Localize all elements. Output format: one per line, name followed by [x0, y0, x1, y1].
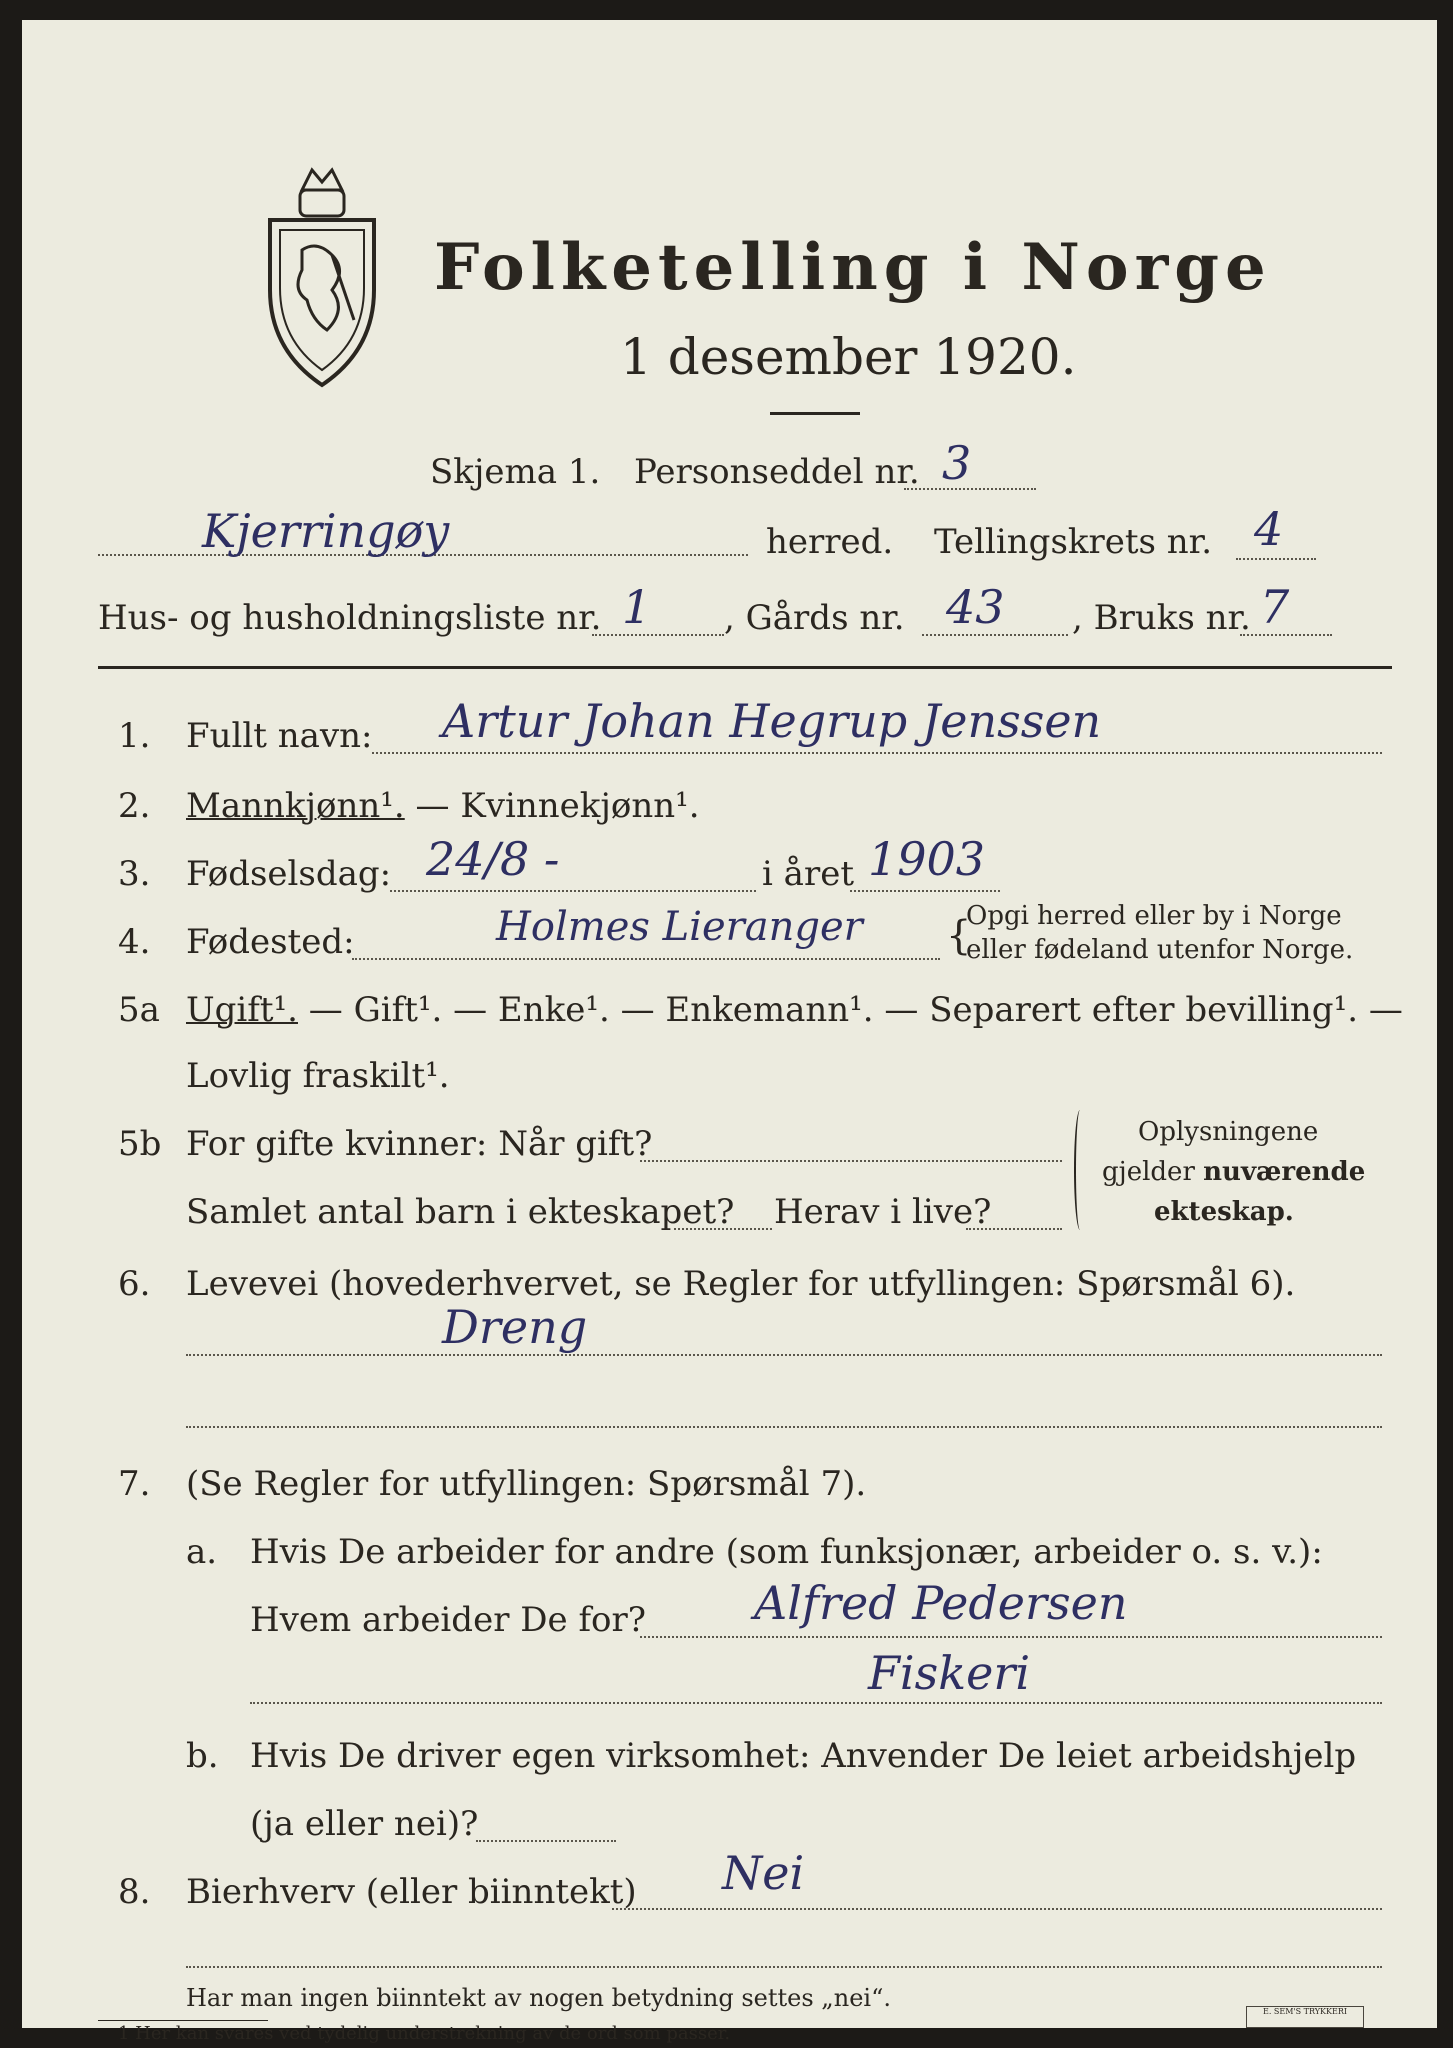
norwegian-lion-crest-icon: [262, 160, 382, 390]
full-name-value[interactable]: Artur Johan Hegrup Jenssen: [442, 694, 1102, 748]
herred-label: herred.: [766, 522, 894, 562]
q4-label: Fødested:: [186, 922, 355, 962]
q5a-line2[interactable]: Lovlig fraskilt¹.: [186, 1056, 450, 1096]
personseddel-value[interactable]: 3: [942, 436, 972, 490]
q8-number: 8.: [118, 1872, 151, 1912]
q3-number: 3.: [118, 854, 151, 894]
tellingskrets-label: Tellingskrets nr.: [934, 522, 1213, 562]
paren-icon: [1074, 1110, 1086, 1230]
header-rule: [98, 666, 1392, 669]
personseddel-label: Personseddel nr.: [634, 452, 920, 492]
gards-value[interactable]: 43: [946, 580, 1005, 634]
bruks-label: , Bruks nr.: [1072, 598, 1251, 638]
occupation-value[interactable]: Dreng: [442, 1300, 588, 1354]
brace-icon: {: [946, 913, 972, 959]
bruks-value[interactable]: 7: [1260, 580, 1290, 634]
census-form: [22, 20, 1437, 2044]
husliste-value[interactable]: 1: [622, 580, 652, 634]
q1-number: 1.: [118, 716, 151, 756]
q5a-options: Ugift¹. — Gift¹. — Enke¹. — Enkemann¹. — Separert efter bevilling¹. —: [186, 990, 1403, 1030]
footer-note: Har man ingen biinntekt av nogen betydning settes „nei“.: [186, 1984, 891, 2012]
q6-number: 6.: [118, 1264, 151, 1304]
q7b-number: b.: [186, 1736, 219, 1776]
side-income-value[interactable]: Nei: [722, 1846, 805, 1900]
q5a-number: 5a: [118, 990, 160, 1030]
skjema-label: Skjema 1.: [430, 452, 601, 492]
employer-value[interactable]: Alfred Pedersen: [754, 1576, 1128, 1630]
employer-industry-value[interactable]: Fiskeri: [868, 1646, 1031, 1700]
q6-label: Levevei (hovederhvervet, se Regler for utfyllingen: Spørsmål 6).: [186, 1264, 1296, 1304]
male-option[interactable]: Mannkjønn¹.: [186, 786, 405, 826]
form-date: 1 desember 1920.: [620, 328, 1077, 386]
q5b-number: 5b: [118, 1124, 162, 1164]
birth-year-value[interactable]: 1903: [868, 832, 986, 886]
q2-number: 2.: [118, 786, 151, 826]
q7-number: 7.: [118, 1464, 151, 1504]
footnote-rule: [98, 2020, 268, 2021]
live-label: Herav i live?: [774, 1192, 992, 1232]
form-title: Folketelling i Norge: [434, 230, 1272, 305]
title-divider: [770, 412, 860, 415]
year-label: i året: [762, 854, 854, 894]
footnote: 1 Her kan svares ved tydelig understrekning av de ord som passer.: [118, 2023, 731, 2044]
q5b-note-1: Oplysningene: [1138, 1117, 1319, 1147]
q7-label: (Se Regler for utfyllingen: Spørsmål 7).: [186, 1464, 867, 1504]
birthdate-value[interactable]: 24/8 -: [426, 832, 560, 886]
q7b-label: Hvis De driver egen virksomhet: Anvender De leiet arbeidshjelp: [250, 1736, 1357, 1776]
q7a-label: Hvis De arbeider for andre (som funksjonær, arbeider o. s. v.):: [250, 1532, 1323, 1572]
barn-label: Samlet antal barn i ekteskapet?: [186, 1192, 735, 1232]
herred-value[interactable]: Kjerringøy: [202, 504, 450, 558]
q5b-label: For gifte kvinner: Når gift?: [186, 1124, 653, 1164]
q8-label: Bierhverv (eller biinntekt): [186, 1872, 637, 1912]
husliste-label: Hus- og husholdningsliste nr.: [98, 598, 602, 638]
female-option[interactable]: Kvinnekjønn¹.: [460, 786, 700, 826]
gards-label: , Gårds nr.: [724, 598, 905, 638]
q1-label: Fullt navn:: [186, 716, 373, 756]
q2-options: Mannkjønn¹. — Kvinnekjønn¹.: [186, 786, 700, 826]
q7a-number: a.: [186, 1532, 218, 1572]
q4-note-2: eller fødeland utenfor Norge.: [966, 935, 1354, 965]
q4-number: 4.: [118, 922, 151, 962]
tellingskrets-value[interactable]: 4: [1254, 502, 1284, 556]
q5b-note-3: ekteskap.: [1154, 1197, 1294, 1227]
printer-stamp: E. SEM'S TRYKKERI: [1246, 2006, 1364, 2028]
birthplace-value[interactable]: Holmes Lieranger: [496, 904, 863, 950]
q3-label: Fødselsdag:: [186, 854, 392, 894]
ugift-option[interactable]: Ugift¹.: [186, 990, 298, 1030]
q7a-question: Hvem arbeider De for?: [250, 1600, 646, 1640]
q5b-note-2: gjelder nuværende: [1102, 1157, 1366, 1187]
q4-note-1: Opgi herred eller by i Norge: [966, 901, 1342, 931]
q7b-question: (ja eller nei)?: [250, 1804, 479, 1844]
